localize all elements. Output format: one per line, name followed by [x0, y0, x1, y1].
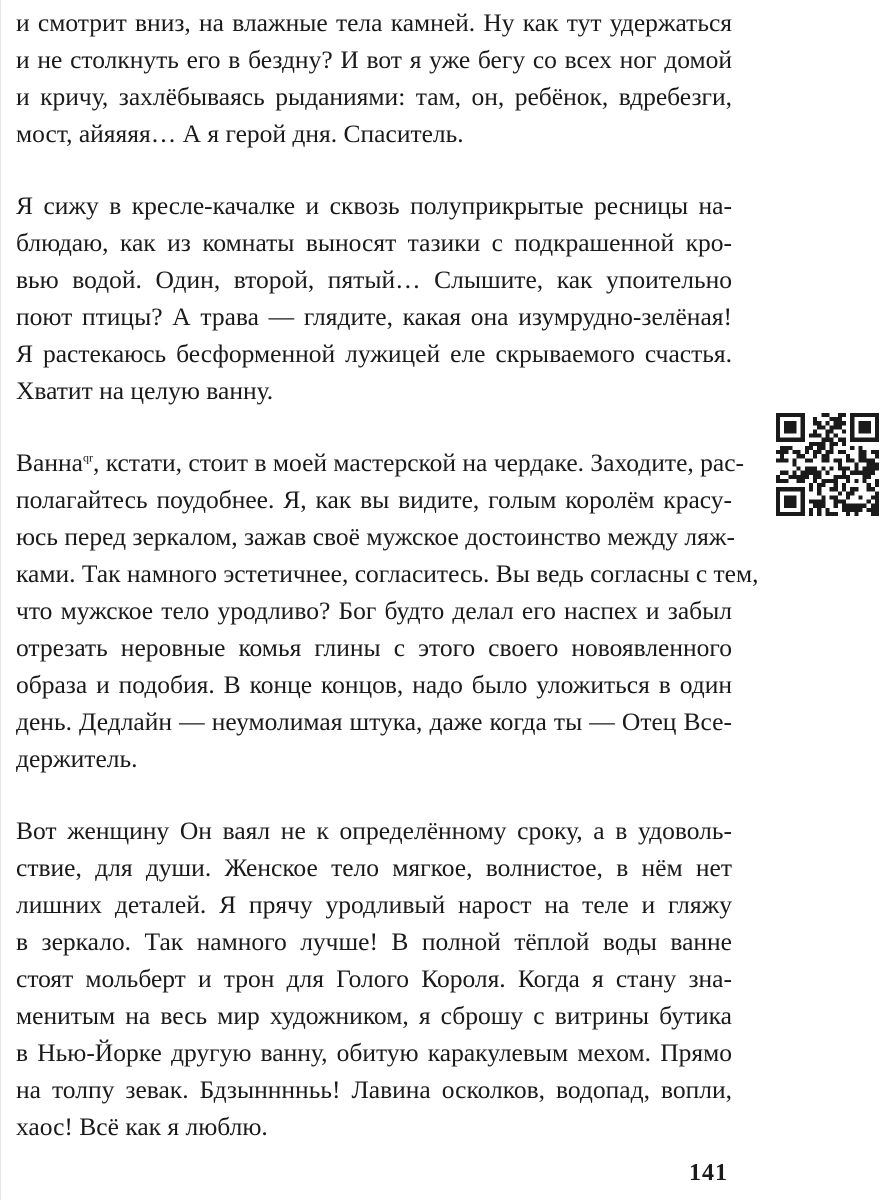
text-line: и смотрит вниз, на влажные тела камней. Ну как тут удержаться — [16, 8, 732, 37]
page-number: 141 — [689, 1160, 728, 1186]
paragraph-1 — [16, 4, 732, 152]
text-line: Вот женщину Он ваял не к определённому сроку, а в удоволь- — [16, 816, 732, 845]
text-column — [16, 4, 759, 1145]
qr-code-icon[interactable] — [776, 413, 879, 516]
text-line: отрезать неровные комья глины с этого своего новоявленного — [16, 633, 732, 662]
text-line: вью водой. Один, второй, пятый… Слышите, как упоительно — [16, 265, 732, 294]
text-line: Я растекаюсь бесформенной лужицей еле скрываемого счастья. — [16, 339, 732, 368]
text-line: и кричу, захлёбываясь рыданиями: там, он, ребёнок, вдребезги, — [16, 82, 732, 111]
text-line — [16, 444, 745, 481]
text-line: день. Дедлайн — неумолимая штука, даже когда ты — Отец Все- — [16, 707, 732, 736]
text-line: стоят мольберт и трон для Голого Короля. Когда я стану зна- — [16, 964, 732, 993]
text-line: и не столкнуть его в бездну? И вот я уже бегу со всех ног домой — [16, 45, 732, 74]
text-line: юсь перед зеркалом, зажав своё мужское достоинство между ляж- — [16, 522, 735, 551]
text-line-rest: , кстати, стоит в моей мастерской на чердаке. Заходите, рас- — [92, 448, 745, 477]
first-word: Ванна — [16, 448, 83, 477]
paragraph-4 — [16, 812, 732, 1145]
text-line: мост, айяяяя… А я герой дня. Спаситель. — [16, 119, 464, 148]
text-line: держитель. — [16, 744, 138, 773]
text-line: на толпу зевак. Бдзынннньь! Лавина осколков, водопад, вопли, — [16, 1075, 732, 1104]
text-line: в Нью-Йорке другую ванну, обитую каракулевым мехом. Прямо — [16, 1038, 732, 1067]
text-line: блюдаю, как из комнаты выносят тазики с подкрашенной кро- — [16, 228, 732, 257]
text-line: поют птицы? А трава — глядите, какая она изумрудно-зелёная! — [16, 302, 732, 331]
text-line: в зеркало. Так намного лучше! В полной тёплой воды ванне — [16, 927, 732, 956]
text-line: менитым на весь мир художником, я сброшу с витрины бутика — [16, 1001, 732, 1030]
text-line: Я сижу в кресле-качалке и сквозь полуприкрытые ресницы на- — [16, 191, 732, 220]
text-line: ствие, для души. Женское тело мягкое, волнистое, в нём нет — [16, 853, 732, 882]
text-line: ками. Так намного эстетичнее, согласитесь. Вы ведь согласны с тем, — [16, 559, 759, 588]
text-line: лишних деталей. Я прячу уродливый нарост на теле и гляжу — [16, 890, 732, 919]
text-line: хаос! Всё как я люблю. — [16, 1112, 268, 1141]
qr-footnote-marker: qr — [82, 450, 93, 465]
text-line: образа и подобия. В конце концов, надо было уложиться в один — [16, 670, 732, 699]
text-line: полагайтесь поудобнее. Я, как вы видите, голым королём красу- — [16, 485, 732, 514]
text-line: Хватит на целую ванну. — [16, 376, 274, 405]
paragraph-2 — [16, 187, 732, 409]
text-line: что мужское тело уродливо? Бог будто делал его наспех и забыл — [16, 596, 732, 625]
paragraph-3 — [16, 444, 759, 777]
